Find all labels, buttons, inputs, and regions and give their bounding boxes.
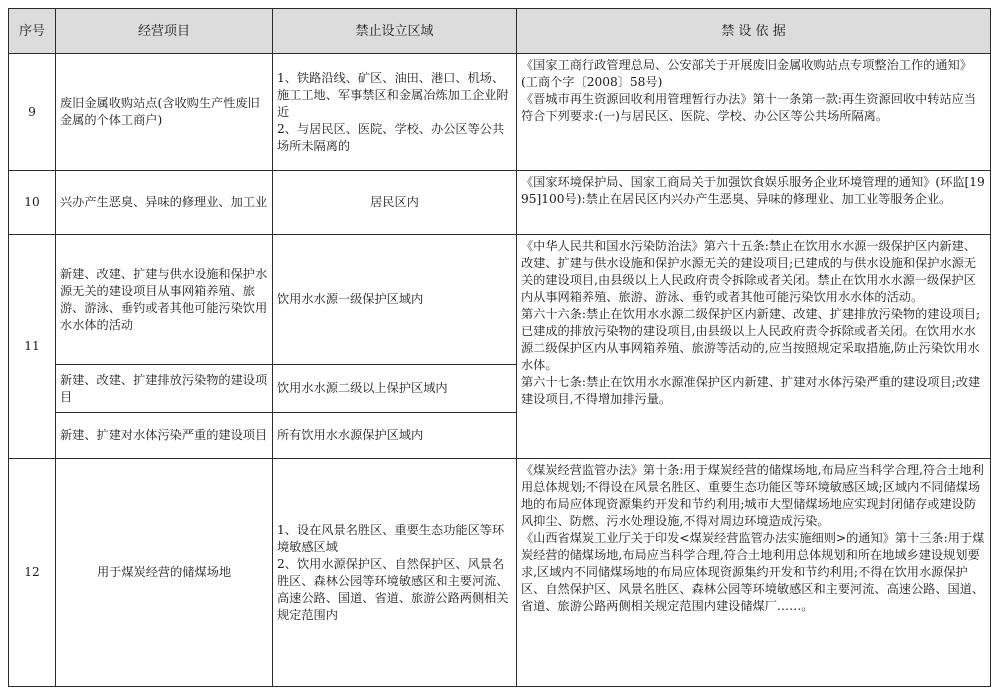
- table-row-10: [9, 171, 991, 235]
- row-basis: [517, 171, 991, 235]
- row-project: 用于煤炭经营的储煤场地: [56, 459, 273, 687]
- header-project: 经营项目: [56, 9, 273, 54]
- row-project: 新建、扩建对水体污染严重的建设项目: [56, 413, 273, 459]
- row-project: 新建、改建、扩建与供水设施和保护水源无关的建设项目从事网箱养殖、旅游、游泳、垂钓或者其他可能污染饮用水水体的活动: [56, 235, 273, 365]
- row-no: 12: [9, 459, 56, 687]
- basis-item: 《中华人民共和国水污染防治法》第六十五条:禁止在饮用水水源一级保护区内新建、改建、扩建与供水设施和保护水源无关的建设项目;已建成的与供水设施和保护水源无关的建设项目,由县级以上人民政府责令拆除或者关闭。禁止在饮用水水源一级保护区内从事网箱养殖、旅游、游泳、垂钓或者其他可能污染饮用水水体的活动。: [521, 239, 977, 304]
- header-basis: 禁 设 依 据: [517, 9, 991, 54]
- regulation-table-wrapper: [8, 8, 990, 687]
- row-area: 居民区内: [273, 171, 517, 235]
- area-item: 2、与居民区、医院、学校、办公区等公共场所未隔离的: [277, 121, 505, 153]
- table-row-11a: [9, 235, 991, 365]
- basis-item: 《煤炭经营监管办法》第十条:用于煤炭经营的储煤场地,布局应当科学合理,符合土地利用总体规划;不得设在风景名胜区、重要生态功能区等环境敏感区域;区域内不同储煤场地的布局应体现资源集约开发和节约利用;城市大型储煤场地应实现封闭储存或建设防风抑尘、防燃、污水处理设施,不得对周边环境造成污染。: [521, 463, 984, 528]
- prohibited-area-table: [8, 8, 991, 687]
- row-no: 11: [9, 235, 56, 459]
- basis-item: 《山西省煤炭工业厅关于印发<煤炭经营监管办法实施细则>的通知》第十三条:用于煤炭经营的储煤场地,布局应当科学合理,符合土地利用总体规划和所在地域乡建设规划要求,区域内不同储煤场地的布局应体现资源集约开发和节约利用;不得在饮用水源保护区、自然保护区、风景名胜区、森林公园等环境敏感区和主要河流、高速公路、国道、省道、旅游公路两侧相关规定范围内建设储煤厂……。: [521, 531, 985, 613]
- row-project: 废旧金属收购站点(含收购生产性废旧金属的个体工商户): [56, 54, 273, 171]
- area-item: 1、设在风景名胜区、重要生态功能区等环境敏感区域: [277, 522, 505, 554]
- table-header-row: [9, 9, 991, 54]
- row-area: 饮用水水源一级保护区域内: [273, 235, 517, 365]
- row-no: 10: [9, 171, 56, 235]
- row-basis: [517, 235, 991, 459]
- row-basis: [517, 54, 991, 171]
- row-no: 9: [9, 54, 56, 171]
- row-area: [273, 54, 517, 171]
- header-no: 序号: [9, 9, 56, 54]
- header-area: 禁止设立区域: [273, 9, 517, 54]
- row-area: 所有饮用水水源保护区域内: [273, 413, 517, 459]
- area-item: 1、铁路沿线、矿区、油田、港口、机场、施工工地、军事禁区和金属冶炼加工企业附近: [277, 70, 509, 119]
- row-area: 饮用水水源二级以上保护区域内: [273, 365, 517, 413]
- area-item: 2、饮用水源保护区、自然保护区、风景名胜区、森林公园等环境敏感区和主要河流、高速公路、国道、省道、旅游公路两侧相关规定范围内: [277, 556, 509, 622]
- basis-item: 《晋城市再生资源回收利用管理暂行办法》第十一条第一款:再生资源回收中转站应当符合下列要求:(一)与居民区、医院、学校、办公区等公共场所隔离。: [521, 92, 977, 123]
- row-project: 新建、改建、扩建排放污染物的建设项目: [56, 365, 273, 413]
- table-row-9: [9, 54, 991, 171]
- table-row-12: [9, 459, 991, 687]
- basis-item: 第六十六条:禁止在饮用水水源二级保护区内新建、改建、扩建排放污染物的建设项目;已建成的排放污染物的建设项目,由县级以上人民政府责令拆除或者关闭。在饮用水水源二级保护区内从事网箱养殖、旅游等活动的,应当按照规定采取措施,防止污染饮用水水体。: [521, 307, 981, 372]
- basis-item: 《国家工商行政管理总局、公安部关于开展废旧金属收购站点专项整治工作的通知》(工商个字〔2008〕58号): [521, 58, 972, 89]
- basis-item: 第六十七条:禁止在饮用水水源准保护区内新建、扩建对水体污染严重的建设项目;改建建设项目,不得增加排污量。: [521, 375, 981, 406]
- basis-item: 《国家环境保护局、国家工商局关于加强饮食娱乐服务企业环境管理的通知》(环监[1995]100号):禁止在居民区内兴办产生恶臭、异味的修理业、加工业等服务企业。: [521, 175, 985, 206]
- row-project: 兴办产生恶臭、异味的修理业、加工业: [56, 171, 273, 235]
- row-area: [273, 459, 517, 687]
- row-basis: [517, 459, 991, 687]
